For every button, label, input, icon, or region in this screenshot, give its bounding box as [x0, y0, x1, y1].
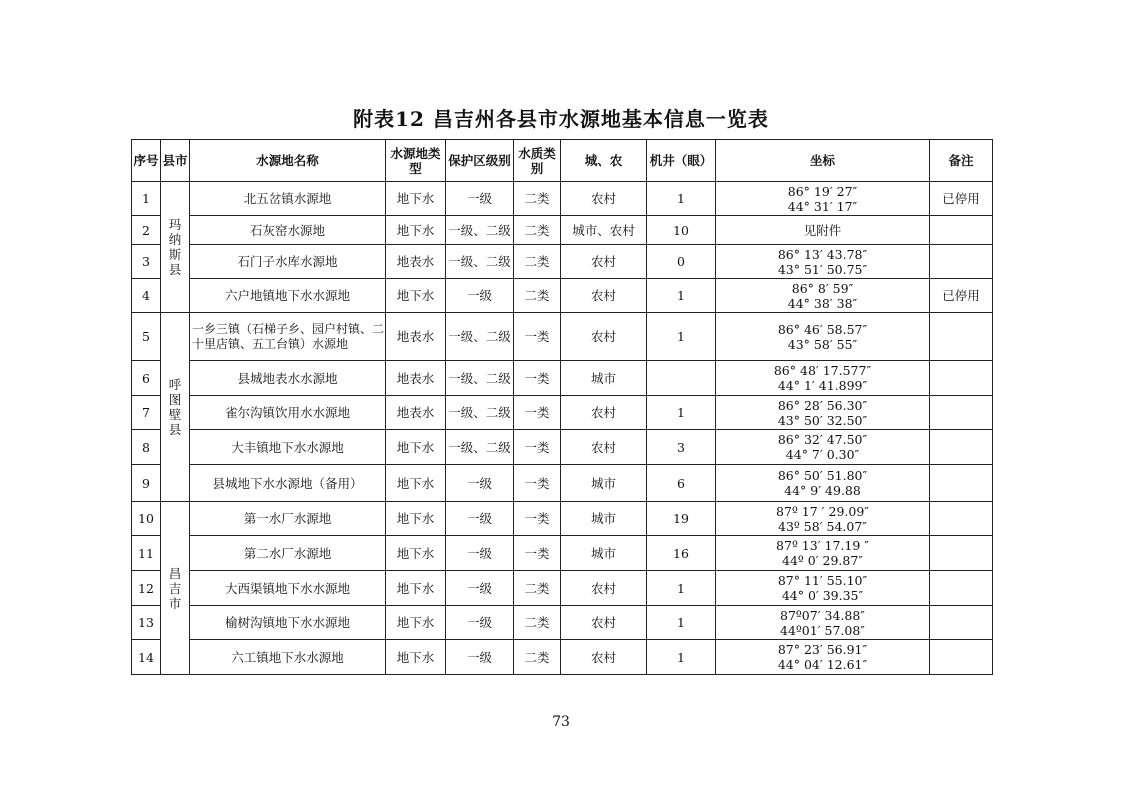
cell-wells: 1 [647, 571, 716, 606]
cell-coords [716, 606, 930, 640]
cell-urban: 城市 [561, 502, 647, 536]
cell-coords [716, 182, 930, 216]
cell-coords [716, 571, 930, 606]
cell-quality: 二类 [514, 245, 561, 279]
cell-wells: 1 [647, 396, 716, 430]
cell-protect: 一级 [446, 182, 514, 216]
table-row [132, 640, 993, 675]
cell-quality: 一类 [514, 502, 561, 536]
cell-remark [930, 536, 993, 571]
cell-type: 地下水 [386, 216, 446, 245]
header-row [132, 140, 993, 182]
cell-urban: 城市 [561, 536, 647, 571]
water-source-table [131, 139, 993, 675]
cell-protect: 一级、二级 [446, 361, 514, 396]
cell-name: 县城地下水水源地（备用） [190, 465, 386, 502]
cell-name: 县城地表水水源地 [190, 361, 386, 396]
cell-seq: 1 [132, 182, 161, 216]
cell-name: 一乡三镇（石梯子乡、园户村镇、二十里店镇、五工台镇）水源地 [190, 313, 386, 361]
header-coords: 坐标 [716, 140, 930, 182]
cell-type: 地下水 [386, 640, 446, 675]
coord-longitude: 87° 23′ 56.91″ [777, 642, 868, 657]
cell-protect: 一级 [446, 465, 514, 502]
cell-seq: 12 [132, 571, 161, 606]
cell-name: 六户地镇地下水水源地 [190, 279, 386, 313]
cell-urban: 农村 [561, 640, 647, 675]
cell-name: 石门子水库水源地 [190, 245, 386, 279]
cell-type: 地下水 [386, 571, 446, 606]
cell-coords [716, 430, 930, 465]
table-row [132, 182, 993, 216]
cell-quality: 一类 [514, 430, 561, 465]
cell-wells: 10 [647, 216, 716, 245]
header-name: 水源地名称 [190, 140, 386, 182]
header-type: 水源地类型 [386, 140, 446, 182]
header-wells: 机井（眼） [647, 140, 716, 182]
table-row [132, 216, 993, 245]
cell-remark [930, 430, 993, 465]
header-seq: 序号 [132, 140, 161, 182]
cell-seq: 7 [132, 396, 161, 430]
cell-remark: 已停用 [930, 279, 993, 313]
cell-name: 第二水厂水源地 [190, 536, 386, 571]
cell-coords [716, 361, 930, 396]
coord-latitude: 44° 31′ 17″ [787, 198, 858, 214]
header-county: 县市 [161, 140, 190, 182]
cell-name: 第一水厂水源地 [190, 502, 386, 536]
cell-type: 地下水 [386, 430, 446, 465]
cell-protect: 一级 [446, 502, 514, 536]
coord-latitude: 44° 7′ 0.30″ [785, 447, 860, 462]
county-cell-hutubi [161, 313, 190, 502]
cell-seq: 3 [132, 245, 161, 279]
cell-quality: 一类 [514, 465, 561, 502]
coord-longitude: 86° 48′ 17.577″ [773, 363, 872, 378]
cell-type: 地下水 [386, 502, 446, 536]
coord-latitude: 44° 04′ 12.61″ [777, 657, 868, 672]
cell-type: 地表水 [386, 361, 446, 396]
cell-wells: 1 [647, 640, 716, 675]
cell-seq: 13 [132, 606, 161, 640]
cell-protect: 一级 [446, 640, 514, 675]
cell-seq: 9 [132, 465, 161, 502]
cell-urban: 农村 [561, 279, 647, 313]
county-label-changji: 昌吉市 [168, 565, 182, 611]
table-row [132, 279, 993, 313]
coord-longitude: 87° 11′ 55.10″ [777, 573, 868, 588]
cell-coords [716, 245, 930, 279]
county-label-manas: 玛纳斯县 [168, 217, 182, 277]
cell-remark [930, 313, 993, 361]
coord-latitude: 44° 0′ 39.35″ [781, 588, 864, 603]
cell-type: 地下水 [386, 182, 446, 216]
cell-coords [716, 536, 930, 571]
table-row [132, 361, 993, 396]
cell-urban: 农村 [561, 606, 647, 640]
table-row [132, 606, 993, 640]
coord-latitude: 44º01′ 57.08″ [780, 622, 865, 638]
coord-longitude: 见附件 [803, 222, 842, 238]
cell-quality: 一类 [514, 396, 561, 430]
cell-name: 大丰镇地下水水源地 [190, 430, 386, 465]
county-cell-manas [161, 182, 190, 313]
cell-name: 雀尔沟镇饮用水水源地 [190, 396, 386, 430]
table-row [132, 502, 993, 536]
cell-protect: 一级、二级 [446, 430, 514, 465]
cell-coords [716, 640, 930, 675]
table-row [132, 465, 993, 502]
cell-protect: 一级 [446, 606, 514, 640]
cell-type: 地下水 [386, 279, 446, 313]
coord-latitude: 43º 58′ 54.07″ [778, 518, 867, 534]
cell-wells: 19 [647, 502, 716, 536]
cell-urban: 农村 [561, 571, 647, 606]
cell-seq: 6 [132, 361, 161, 396]
coord-latitude: 44° 1′ 41.899″ [777, 378, 868, 393]
coord-latitude: 43° 58′ 55″ [787, 336, 858, 352]
cell-coords [716, 502, 930, 536]
cell-remark [930, 502, 993, 536]
cell-remark: 已停用 [930, 182, 993, 216]
coord-longitude: 86° 19′ 27″ [787, 183, 858, 199]
cell-name: 北五岔镇水源地 [190, 182, 386, 216]
cell-seq: 10 [132, 502, 161, 536]
table-row [132, 245, 993, 279]
coord-longitude: 86° 32′ 47.50″ [777, 432, 868, 447]
cell-urban: 城市 [561, 361, 647, 396]
table-row [132, 571, 993, 606]
cell-coords [716, 279, 930, 313]
cell-quality: 二类 [514, 216, 561, 245]
header-quality: 水质类别 [514, 140, 561, 182]
cell-remark [930, 465, 993, 502]
cell-wells: 1 [647, 182, 716, 216]
coord-longitude: 87º 17 ′ 29.09″ [776, 503, 869, 519]
cell-remark [930, 216, 993, 245]
cell-coords [716, 465, 930, 502]
cell-wells: 0 [647, 245, 716, 279]
coord-latitude: 43° 51′ 50.75″ [777, 261, 868, 277]
coord-longitude: 87º07′ 34.88″ [780, 607, 865, 623]
cell-wells: 1 [647, 313, 716, 361]
cell-urban: 农村 [561, 313, 647, 361]
county-cell-changji [161, 502, 190, 675]
cell-protect: 一级 [446, 279, 514, 313]
cell-quality: 二类 [514, 279, 561, 313]
cell-name: 石灰窑水源地 [190, 216, 386, 245]
cell-protect: 一级、二级 [446, 396, 514, 430]
header-urban: 城、农 [561, 140, 647, 182]
page-number: 73 [552, 714, 570, 730]
coord-longitude: 86° 28′ 56.30″ [777, 397, 868, 413]
page-title: 附表12 昌吉州各县市水源地基本信息一览表 [353, 107, 769, 131]
cell-protect: 一级、二级 [446, 245, 514, 279]
cell-remark [930, 396, 993, 430]
cell-remark [930, 640, 993, 675]
cell-coords [716, 313, 930, 361]
cell-quality: 二类 [514, 571, 561, 606]
table-row [132, 536, 993, 571]
cell-remark [930, 571, 993, 606]
cell-quality: 一类 [514, 313, 561, 361]
cell-urban: 农村 [561, 430, 647, 465]
table-row [132, 430, 993, 465]
cell-wells [647, 361, 716, 396]
cell-type: 地下水 [386, 465, 446, 502]
coord-latitude: 44° 9′ 49.88 [784, 483, 861, 498]
header-remark: 备注 [930, 140, 993, 182]
cell-urban: 农村 [561, 245, 647, 279]
coord-longitude: 86° 50′ 51.80″ [777, 468, 868, 483]
cell-seq: 2 [132, 216, 161, 245]
coord-longitude: 86° 13′ 43.78″ [777, 246, 868, 262]
coord-longitude: 86° 46′ 58.57″ [777, 321, 868, 337]
cell-urban: 农村 [561, 396, 647, 430]
cell-seq: 8 [132, 430, 161, 465]
coord-latitude: 44° 38′ 38″ [787, 295, 858, 311]
cell-type: 地表水 [386, 396, 446, 430]
table-row [132, 313, 993, 361]
cell-remark [930, 606, 993, 640]
cell-remark [930, 245, 993, 279]
cell-wells: 1 [647, 606, 716, 640]
cell-wells: 3 [647, 430, 716, 465]
cell-protect: 一级、二级 [446, 216, 514, 245]
cell-name: 大西渠镇地下水水源地 [190, 571, 386, 606]
cell-coords [716, 396, 930, 430]
cell-quality: 二类 [514, 182, 561, 216]
cell-quality: 二类 [514, 640, 561, 675]
cell-wells: 6 [647, 465, 716, 502]
cell-protect: 一级、二级 [446, 313, 514, 361]
cell-type: 地下水 [386, 536, 446, 571]
cell-type: 地表水 [386, 245, 446, 279]
cell-name: 六工镇地下水水源地 [190, 640, 386, 675]
cell-name: 榆树沟镇地下水水源地 [190, 606, 386, 640]
cell-protect: 一级 [446, 536, 514, 571]
cell-seq: 14 [132, 640, 161, 675]
header-protect: 保护区级别 [446, 140, 514, 182]
cell-wells: 16 [647, 536, 716, 571]
cell-quality: 一类 [514, 361, 561, 396]
coord-latitude: 44º 0′ 29.87″ [782, 553, 863, 568]
cell-protect: 一级 [446, 571, 514, 606]
table-row [132, 396, 993, 430]
cell-seq: 4 [132, 279, 161, 313]
coord-longitude: 86° 8′ 59″ [791, 280, 854, 296]
cell-type: 地下水 [386, 606, 446, 640]
cell-urban: 城市 [561, 465, 647, 502]
coord-longitude: 87º 13′ 17.19 ″ [776, 538, 869, 553]
cell-coords [716, 216, 930, 245]
cell-wells: 1 [647, 279, 716, 313]
cell-urban: 城市、农村 [561, 216, 647, 245]
cell-seq: 11 [132, 536, 161, 571]
cell-quality: 一类 [514, 536, 561, 571]
cell-urban: 农村 [561, 182, 647, 216]
cell-remark [930, 361, 993, 396]
county-label-hutubi: 呼图壁县 [168, 377, 182, 437]
cell-type: 地表水 [386, 313, 446, 361]
cell-quality: 二类 [514, 606, 561, 640]
coord-latitude: 43° 50′ 32.50″ [777, 412, 868, 428]
cell-seq: 5 [132, 313, 161, 361]
